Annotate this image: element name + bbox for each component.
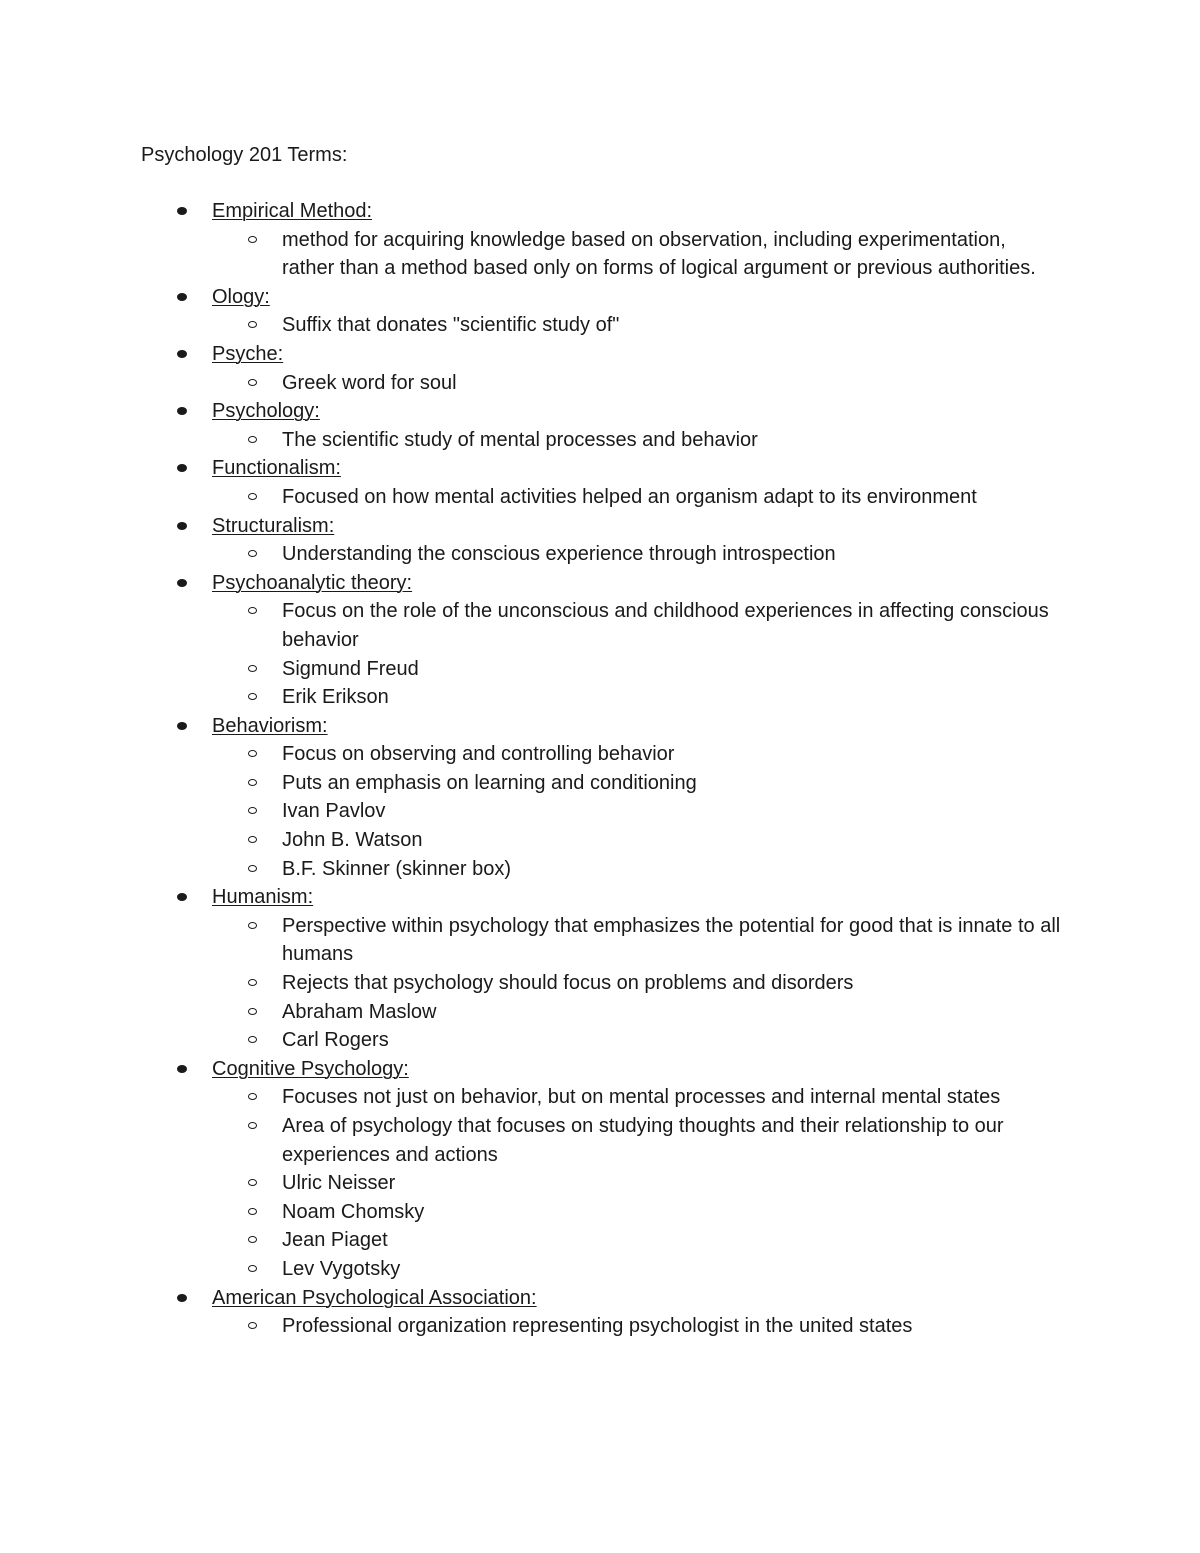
definition-text: B.F. Skinner (skinner box): [282, 857, 511, 880]
bullet-dot-icon: [177, 350, 187, 358]
definition-text: Ivan Pavlov: [282, 800, 386, 823]
definition-text: Jean Piaget: [282, 1229, 388, 1252]
definition-item: [0, 597, 1062, 654]
bullet-circle-icon: [248, 807, 257, 814]
definition-item: [0, 1226, 1062, 1255]
definition-item: [0, 1083, 1062, 1112]
definition-item: [0, 1169, 1062, 1198]
bullet-circle-icon: [248, 1093, 257, 1100]
bullet-dot-icon: [177, 893, 187, 901]
term-label: Structuralism:: [212, 514, 335, 537]
definition-text: Focuses not just on behavior, but on mental processes and internal mental states: [282, 1086, 1001, 1109]
bullet-circle-icon: [248, 665, 257, 672]
terms-list: [0, 197, 1200, 1341]
definition-item: [0, 1312, 1062, 1341]
bullet-circle-icon: [248, 493, 257, 500]
definition-item: [0, 311, 1062, 340]
definition-list: [212, 426, 1200, 455]
definition-item: [0, 226, 1062, 283]
definition-list: [212, 1312, 1200, 1341]
bullet-dot-icon: [177, 464, 187, 472]
term-item: [0, 1284, 1200, 1341]
page-title: Psychology 201 Terms:: [141, 144, 348, 166]
definition-text: Rejects that psychology should focus on problems and disorders: [282, 972, 854, 995]
bullet-dot-icon: [177, 1294, 187, 1302]
definition-item: [0, 912, 1062, 969]
bullet-circle-icon: [248, 979, 257, 986]
definition-item: [0, 655, 1062, 684]
definition-item: [0, 855, 1062, 884]
bullet-circle-icon: [248, 779, 257, 786]
bullet-circle-icon: [248, 693, 257, 700]
bullet-dot-icon: [177, 522, 187, 530]
definition-item: [0, 483, 1062, 512]
bullet-circle-icon: [248, 236, 257, 243]
bullet-circle-icon: [248, 922, 257, 929]
bullet-dot-icon: [177, 579, 187, 587]
bullet-circle-icon: [248, 321, 257, 328]
definition-item: [0, 1198, 1062, 1227]
bullet-circle-icon: [248, 836, 257, 843]
bullet-circle-icon: [248, 1208, 257, 1215]
term-item: [0, 397, 1200, 454]
definition-item: [0, 426, 1062, 455]
definition-item: [0, 683, 1062, 712]
definition-list: [212, 597, 1200, 711]
bullet-dot-icon: [177, 407, 187, 415]
term-item: [0, 197, 1200, 283]
definition-item: [0, 797, 1062, 826]
term-item: [0, 883, 1200, 1055]
definition-text: Noam Chomsky: [282, 1200, 425, 1223]
definition-item: [0, 1112, 1062, 1169]
definition-item: [0, 369, 1062, 398]
term-item: [0, 512, 1200, 569]
term-label: Ology:: [212, 285, 270, 308]
bullet-dot-icon: [177, 1065, 187, 1073]
term-label: American Psychological Association:: [212, 1286, 537, 1309]
definition-item: [0, 998, 1062, 1027]
bullet-circle-icon: [248, 379, 257, 386]
definition-text: Carl Rogers: [282, 1029, 389, 1052]
term-item: [0, 569, 1200, 712]
definition-text: Focus on observing and controlling behavior: [282, 743, 675, 766]
definition-list: [212, 1083, 1200, 1283]
definition-item: [0, 1026, 1062, 1055]
definition-item: [0, 740, 1062, 769]
bullet-circle-icon: [248, 750, 257, 757]
term-item: [0, 454, 1200, 511]
definition-text: method for acquiring knowledge based on observation, including experimentation, rather than a method based only on forms of logical argument or previous authorities.: [282, 228, 1036, 280]
term-label: Psyche:: [212, 342, 284, 365]
definition-text: Professional organization representing psychologist in the united states: [282, 1315, 913, 1338]
definition-list: [212, 226, 1200, 283]
definition-text: Sigmund Freud: [282, 657, 419, 680]
term-label: Empirical Method:: [212, 200, 373, 222]
definition-text: Focused on how mental activities helped an organism adapt to its environment: [282, 485, 977, 508]
bullet-circle-icon: [248, 1179, 257, 1186]
bullet-circle-icon: [248, 1265, 257, 1272]
definition-text: Erik Erikson: [282, 686, 389, 709]
bullet-circle-icon: [248, 550, 257, 557]
term-label: Functionalism:: [212, 457, 341, 480]
definition-text: John B. Watson: [282, 829, 423, 852]
definition-list: [212, 311, 1200, 340]
bullet-circle-icon: [248, 1122, 257, 1129]
bullet-dot-icon: [177, 722, 187, 730]
definition-item: [0, 769, 1062, 798]
definition-text: Suffix that donates "scientific study of": [282, 314, 620, 337]
bullet-circle-icon: [248, 436, 257, 443]
term-item: [0, 1055, 1200, 1284]
definition-item: [0, 1255, 1062, 1284]
bullet-circle-icon: [248, 1322, 257, 1329]
bullet-circle-icon: [248, 1236, 257, 1243]
definition-list: [212, 369, 1200, 398]
definition-item: [0, 969, 1062, 998]
definition-item: [0, 540, 1062, 569]
definition-list: [212, 540, 1200, 569]
definition-text: Puts an emphasis on learning and conditioning: [282, 771, 697, 794]
term-label: Humanism:: [212, 886, 314, 909]
term-label: Cognitive Psychology:: [212, 1057, 409, 1080]
definition-text: Focus on the role of the unconscious and childhood experiences in affecting conscious behavior: [282, 600, 1049, 651]
term-label: Behaviorism:: [212, 714, 328, 737]
bullet-circle-icon: [248, 1008, 257, 1015]
definition-item: [0, 826, 1062, 855]
term-label: Psychoanalytic theory:: [212, 571, 413, 594]
definition-text: Ulric Neisser: [282, 1172, 396, 1195]
bullet-circle-icon: [248, 865, 257, 872]
definition-list: [212, 740, 1200, 883]
definition-text: Perspective within psychology that emphasizes the potential for good that is innate to all humans: [282, 914, 1061, 966]
term-item: [0, 340, 1200, 397]
definition-text: Understanding the conscious experience through introspection: [282, 543, 836, 566]
definition-text: Area of psychology that focuses on studying thoughts and their relationship to our experiences and actions: [282, 1115, 1004, 1166]
definition-text: Greek word for soul: [282, 371, 457, 394]
term-item: [0, 283, 1200, 340]
definition-text: Abraham Maslow: [282, 1000, 437, 1023]
definition-list: [212, 483, 1200, 512]
definition-list: [212, 912, 1200, 1055]
bullet-dot-icon: [177, 207, 187, 215]
definition-text: The scientific study of mental processes and behavior: [282, 428, 758, 451]
definition-text: Lev Vygotsky: [282, 1257, 401, 1280]
bullet-circle-icon: [248, 1036, 257, 1043]
term-item: [0, 712, 1200, 884]
bullet-dot-icon: [177, 293, 187, 301]
bullet-circle-icon: [248, 607, 257, 614]
term-label: Psychology:: [212, 400, 320, 423]
